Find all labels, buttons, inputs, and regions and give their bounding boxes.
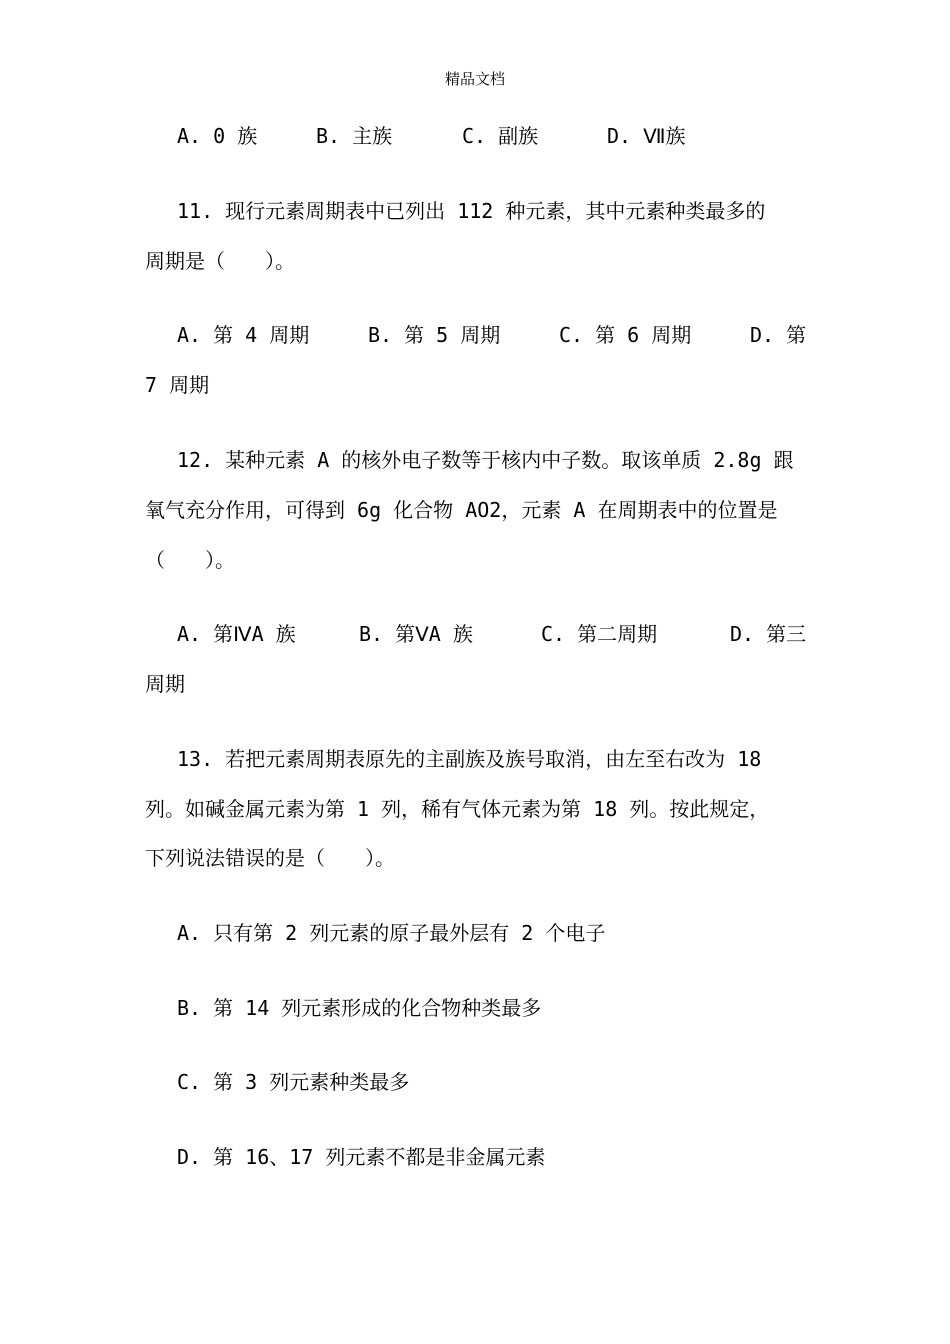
- q11-stem-line2: 周期是（ ）。: [145, 249, 295, 273]
- q11-stem-line1: 11. 现行元素周期表中已列出 112 种元素，其中元素种类最多的: [177, 199, 766, 223]
- q13-stem-line3: 下列说法错误的是（ ）。: [145, 846, 395, 870]
- q12-option-c: C. 第二周期: [541, 622, 658, 646]
- q11-option-b: B. 第 5 周期: [368, 323, 501, 347]
- q10-option-a: A. 0 族: [177, 124, 258, 148]
- q11-option-c: C. 第 6 周期: [559, 323, 692, 347]
- q12-option-d-cont: 周期: [145, 672, 185, 696]
- q10-option-b: B. 主族: [316, 124, 393, 148]
- q13-stem-line1: 13. 若把元素周期表原先的主副族及族号取消，由左至右改为 18: [177, 747, 762, 771]
- q11-option-d: D. 第: [750, 323, 807, 347]
- q12-stem-line3: （ ）。: [145, 548, 235, 572]
- q10-option-d: D. Ⅶ族: [607, 124, 686, 148]
- page-header: 精品文档: [444, 70, 505, 88]
- q11-option-a: A. 第 4 周期: [177, 323, 310, 347]
- q13-option-a: A. 只有第 2 列元素的原子最外层有 2 个电子: [177, 921, 606, 945]
- q13-option-c: C. 第 3 列元素种类最多: [177, 1070, 410, 1094]
- q10-option-c: C. 副族: [462, 124, 539, 148]
- q12-stem-line1: 12. 某种元素 A 的核外电子数等于核内中子数。取该单质 2.8g 跟: [177, 448, 794, 472]
- q13-option-d: D. 第 16、17 列元素不都是非金属元素: [177, 1145, 546, 1169]
- q12-option-a: A. 第ⅣA 族: [177, 622, 296, 646]
- q12-option-b: B. 第ⅤA 族: [359, 622, 473, 646]
- q13-stem-line2: 列。如碱金属元素为第 1 列，稀有气体元素为第 18 列。按此规定，: [145, 797, 770, 821]
- q13-option-b: B. 第 14 列元素形成的化合物种类最多: [177, 996, 542, 1020]
- q12-option-d: D. 第三: [730, 622, 807, 646]
- q11-option-d-cont: 7 周期: [145, 373, 210, 397]
- q12-stem-line2: 氧气充分作用，可得到 6g 化合物 AO2，元素 A 在周期表中的位置是: [145, 498, 778, 522]
